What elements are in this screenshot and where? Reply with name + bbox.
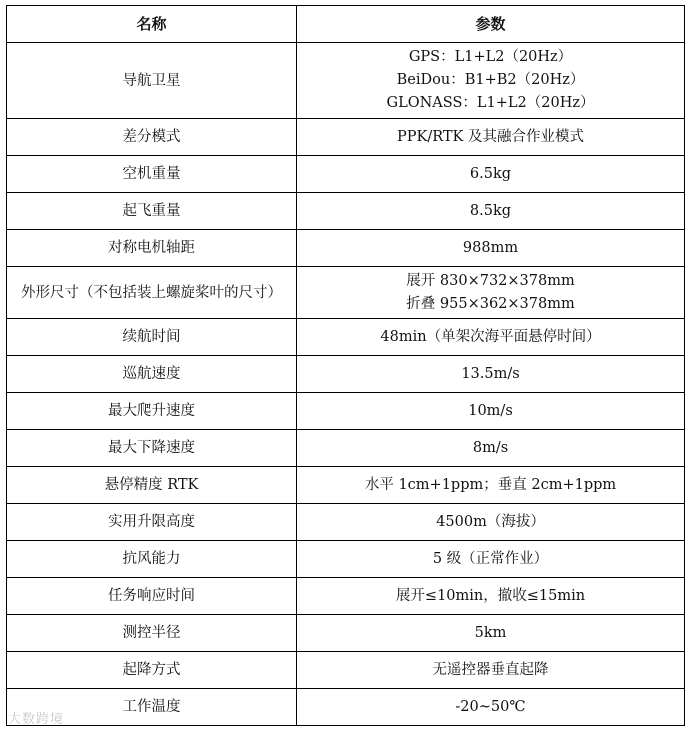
value-line: 展开 830×732×378mm [406,272,575,289]
value-line: GLONASS：L1+L2（20Hz） [386,95,595,111]
table-row [7,393,685,430]
value-line: 8m/s [472,440,509,456]
row-value [297,615,685,652]
value-line: 48min（单架次海平面悬停时间） [380,329,601,345]
value-line: 5km [474,625,507,641]
row-value [297,43,685,119]
table-row [7,578,685,615]
table-row [7,356,685,393]
row-value [297,578,685,615]
row-value [297,504,685,541]
table-row [7,652,685,689]
value-line: 6.5kg [469,166,512,182]
table-row [7,430,685,467]
row-name: 悬停精度 RTK [7,467,297,504]
row-name: 外形尺寸（不包括装上螺旋桨叶的尺寸） [7,267,297,319]
table-row [7,689,685,726]
row-name: 任务响应时间 [7,578,297,615]
row-value [297,193,685,230]
table-row [7,615,685,652]
row-name: 测控半径 [7,615,297,652]
table-row [7,467,685,504]
row-name: 最大下降速度 [7,430,297,467]
value-line: 8.5kg [469,203,512,219]
row-name: 续航时间 [7,319,297,356]
table-row [7,541,685,578]
table-row [7,267,685,319]
value-line: BeiDou：B1+B2（20Hz） [396,72,585,88]
row-value [297,430,685,467]
row-value [297,319,685,356]
value-line: 4500m（海拔） [436,514,545,530]
row-name: 对称电机轴距 [7,230,297,267]
row-value [297,119,685,156]
row-name: 工作温度 [7,689,297,726]
value-line: 水平 1cm+1ppm；垂直 2cm+1ppm [364,477,617,493]
row-value [297,467,685,504]
row-value [297,156,685,193]
row-value [297,230,685,267]
value-line: 988mm [462,240,519,256]
row-value [297,267,685,319]
row-value [297,689,685,726]
table-row [7,156,685,193]
row-value [297,652,685,689]
row-value [297,541,685,578]
value-line: PPK/RTK 及其融合作业模式 [396,129,584,145]
row-name: 差分模式 [7,119,297,156]
row-name: 巡航速度 [7,356,297,393]
table-header-row [7,6,685,43]
value-line: 10m/s [468,403,513,419]
row-name: 最大爬升速度 [7,393,297,430]
watermark: 大数跨境 [8,712,65,727]
value-line: 13.5m/s [461,366,520,382]
value-line: GPS：L1+L2（20Hz） [408,49,573,65]
value-line: 5 级（正常作业） [432,551,549,567]
spec-table [6,5,685,726]
header-param: 参数 [297,6,685,43]
table-row [7,230,685,267]
table-body [7,43,685,726]
header-name: 名称 [7,6,297,43]
row-value [297,356,685,393]
row-value [297,393,685,430]
row-name: 抗风能力 [7,541,297,578]
value-line: 折叠 955×362×378mm [406,295,575,312]
value-line: -20~50℃ [455,699,526,715]
table-row [7,119,685,156]
value-line: 无遥控器垂直起降 [432,662,549,678]
row-name: 导航卫星 [7,43,297,119]
table-row [7,43,685,119]
row-name: 起飞重量 [7,193,297,230]
table-row [7,504,685,541]
row-name: 实用升限高度 [7,504,297,541]
table-row [7,193,685,230]
value-line: 展开≤10min，撤收≤15min [395,588,586,604]
table-row [7,319,685,356]
row-name: 空机重量 [7,156,297,193]
row-name: 起降方式 [7,652,297,689]
